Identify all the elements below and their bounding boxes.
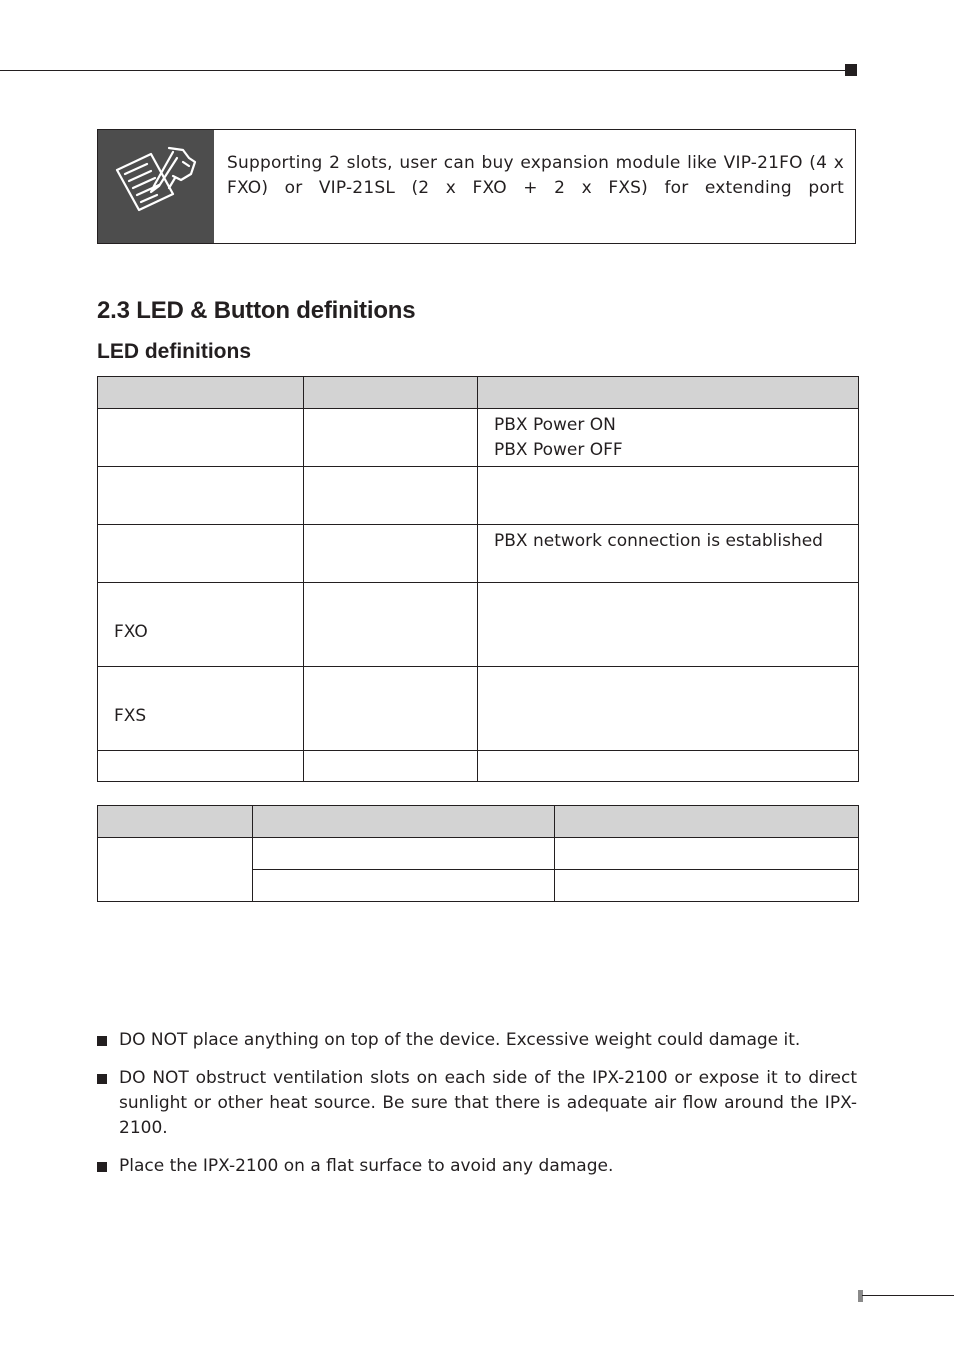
- list-item-text: DO NOT obstruct ventilation slots on each side of the IPX-2100 or expose it to direct sunlight or other heat source. Be sure that there is adequate air flow around the IPX-2100.: [119, 1068, 857, 1138]
- led-label: [98, 751, 304, 782]
- button-action-cell: [253, 870, 555, 902]
- led-state: [304, 467, 478, 525]
- header-square-marker: [845, 64, 857, 76]
- header-cell-state: [304, 377, 478, 409]
- note-icon-cell: [98, 130, 214, 243]
- led-definitions-heading: LED definitions: [97, 340, 251, 363]
- note-text: Supporting 2 slots, user can buy expansion module like VIP-21FO (4 x FXO) or VIP-21SL (2 x FXO + 2 x FXS) for extending port: [227, 153, 844, 198]
- table-row: [98, 838, 859, 870]
- led-state: [304, 409, 478, 467]
- caution-list: [97, 1028, 857, 1192]
- led-label: [98, 409, 304, 467]
- led-state: [304, 525, 478, 583]
- led-status: [478, 583, 859, 667]
- button-definitions-table: [97, 805, 859, 902]
- led-label: [98, 467, 304, 525]
- button-function-cell: [555, 838, 859, 870]
- header-cell-action: [253, 806, 555, 838]
- led-status: [478, 525, 859, 583]
- button-name-cell: [98, 838, 253, 902]
- header-cell-status: [478, 377, 859, 409]
- led-state: [304, 583, 478, 667]
- table-row: [98, 525, 859, 583]
- table-row: [98, 751, 859, 782]
- header-cell-function: [555, 806, 859, 838]
- led-state: [304, 751, 478, 782]
- led-status: [478, 667, 859, 751]
- note-writing-hand-icon: [111, 140, 201, 230]
- table-row: [98, 467, 859, 525]
- led-status-line: PBX Power ON: [494, 415, 616, 435]
- note-box: [97, 129, 856, 244]
- section-heading: 2.3 LED & Button definitions: [97, 297, 416, 324]
- led-label-fxs: FXS: [98, 667, 304, 751]
- list-item-text: DO NOT place anything on top of the device. Excessive weight could damage it.: [119, 1030, 801, 1050]
- led-label: [98, 525, 304, 583]
- table-row: [98, 583, 859, 667]
- header-cell-button: [98, 806, 253, 838]
- list-item-text: Place the IPX-2100 on a flat surface to avoid any damage.: [119, 1156, 614, 1176]
- button-function-cell: [555, 870, 859, 902]
- led-label-fxo: FXO: [98, 583, 304, 667]
- led-status-line: PBX Power OFF: [494, 440, 623, 460]
- square-bullet-icon: [97, 1074, 107, 1084]
- header-cell-led: [98, 377, 304, 409]
- footer-rule: [862, 1295, 954, 1296]
- footer-tick-marker: [858, 1290, 863, 1302]
- table-header-row: [98, 377, 859, 409]
- led-state: [304, 667, 478, 751]
- table-header-row: [98, 806, 859, 838]
- list-item: [97, 1028, 857, 1053]
- list-item: [97, 1154, 857, 1179]
- square-bullet-icon: [97, 1036, 107, 1046]
- led-status-line: PBX network connection is established: [494, 531, 823, 551]
- header-rule: [0, 70, 846, 71]
- list-item: [97, 1066, 857, 1141]
- square-bullet-icon: [97, 1162, 107, 1172]
- led-status: [478, 751, 859, 782]
- led-status: [478, 467, 859, 525]
- led-status: [478, 409, 859, 467]
- table-row: [98, 409, 859, 467]
- led-definitions-table: [97, 376, 859, 782]
- table-row: [98, 667, 859, 751]
- button-action-cell: [253, 838, 555, 870]
